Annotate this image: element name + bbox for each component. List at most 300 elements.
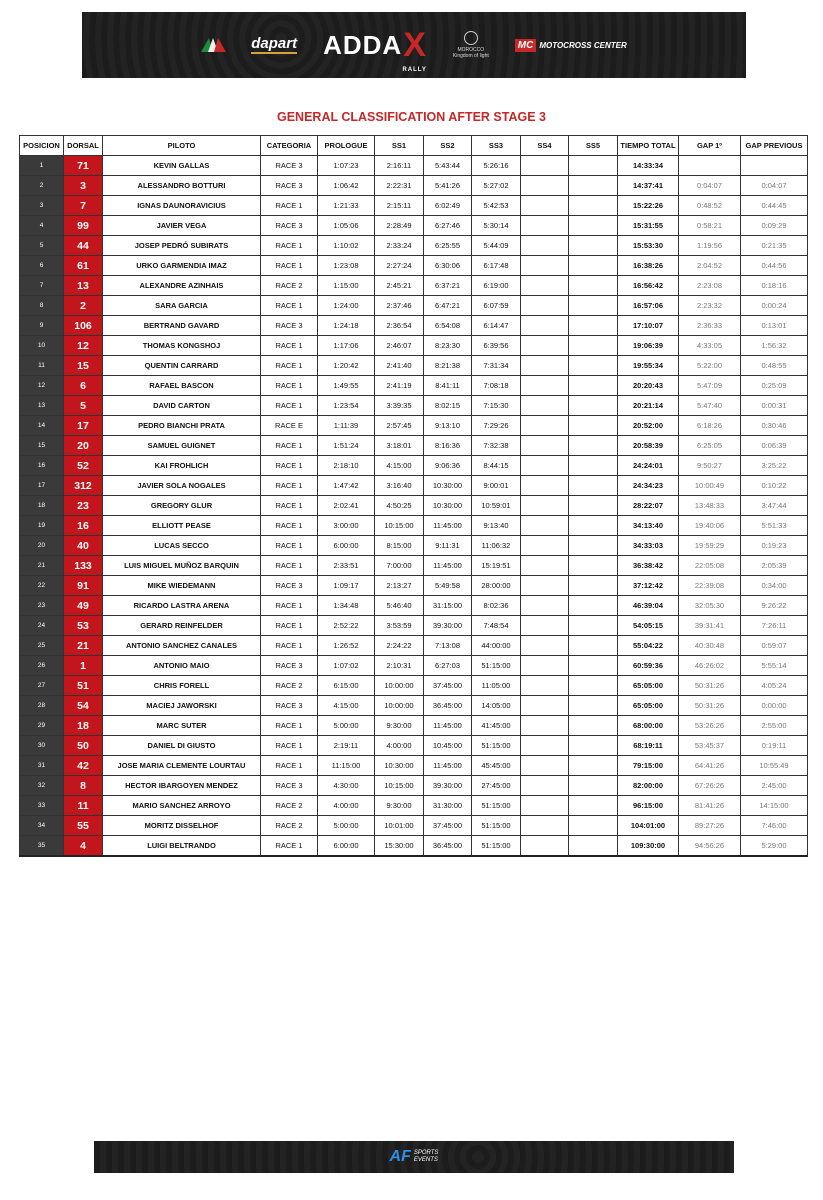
- cell-piloto: LUIGI BELTRANDO: [103, 836, 261, 857]
- cell-categoria: RACE 1: [261, 636, 318, 656]
- cell-dorsal: 51: [64, 676, 103, 696]
- cell-gap-previous: 9:26:22: [741, 596, 808, 616]
- cell-tiempo-total: 104:01:00: [618, 816, 679, 836]
- cell-categoria: RACE 2: [261, 796, 318, 816]
- cell-ss4: [521, 836, 569, 857]
- cell-ss2: 9:13:10: [424, 416, 472, 436]
- cell-ss2: 31:30:00: [424, 796, 472, 816]
- cell-categoria: RACE 1: [261, 356, 318, 376]
- cell-ss5: [569, 456, 618, 476]
- morocco-logo: MOROCCO Kingdom of light: [453, 31, 489, 59]
- cell-prologue: 1:23:54: [318, 396, 375, 416]
- cell-categoria: RACE 1: [261, 396, 318, 416]
- cell-ss1: 3:16:40: [375, 476, 424, 496]
- sports-events-logo: AF SPORTS EVENTS: [389, 1148, 439, 1165]
- cell-categoria: RACE 1: [261, 236, 318, 256]
- cell-gap-previous: 0:34:00: [741, 576, 808, 596]
- cell-ss4: [521, 676, 569, 696]
- cell-prologue: 4:30:00: [318, 776, 375, 796]
- cell-gap-previous: 0:59:07: [741, 636, 808, 656]
- cell-ss5: [569, 316, 618, 336]
- cell-categoria: RACE 1: [261, 516, 318, 536]
- cell-ss4: [521, 376, 569, 396]
- cell-ss3: 6:17:48: [472, 256, 521, 276]
- cell-ss2: 6:30:06: [424, 256, 472, 276]
- cell-posicion: 34: [20, 816, 64, 836]
- cell-piloto: JAVIER VEGA: [103, 216, 261, 236]
- cell-ss5: [569, 416, 618, 436]
- cell-gap-first: 0:04:07: [679, 176, 741, 196]
- classification-table: [19, 135, 808, 857]
- cell-ss4: [521, 596, 569, 616]
- cell-ss2: 6:54:08: [424, 316, 472, 336]
- cell-ss3: 51:15:00: [472, 736, 521, 756]
- cell-tiempo-total: 19:06:39: [618, 336, 679, 356]
- cell-ss4: [521, 536, 569, 556]
- cell-piloto: MACIEJ JAWORSKI: [103, 696, 261, 716]
- cell-tiempo-total: 20:52:00: [618, 416, 679, 436]
- cell-posicion: 4: [20, 216, 64, 236]
- cell-piloto: JOSEP PEDRÓ SUBIRATS: [103, 236, 261, 256]
- cell-gap-first: 5:47:09: [679, 376, 741, 396]
- cell-categoria: RACE 1: [261, 736, 318, 756]
- cell-posicion: 19: [20, 516, 64, 536]
- cell-gap-previous: 5:51:33: [741, 516, 808, 536]
- cell-dorsal: 1: [64, 656, 103, 676]
- cell-gap-first: 5:47:40: [679, 396, 741, 416]
- cell-ss2: 6:27:46: [424, 216, 472, 236]
- cell-ss1: 2:36:54: [375, 316, 424, 336]
- cell-gap-previous: 0:06:39: [741, 436, 808, 456]
- cell-prologue: 6:15:00: [318, 676, 375, 696]
- cell-ss4: [521, 636, 569, 656]
- cell-ss5: [569, 356, 618, 376]
- cell-prologue: 1:21:33: [318, 196, 375, 216]
- cell-gap-previous: 2:55:00: [741, 716, 808, 736]
- cell-dorsal: 61: [64, 256, 103, 276]
- cell-categoria: RACE 3: [261, 316, 318, 336]
- cell-gap-first: 50:31:26: [679, 676, 741, 696]
- cell-tiempo-total: 24:24:01: [618, 456, 679, 476]
- cell-ss3: 51:15:00: [472, 796, 521, 816]
- cell-piloto: MORITZ DISSELHOF: [103, 816, 261, 836]
- cell-dorsal: 55: [64, 816, 103, 836]
- cell-ss4: [521, 516, 569, 536]
- cell-ss2: 8:21:38: [424, 356, 472, 376]
- cell-ss3: 27:45:00: [472, 776, 521, 796]
- cell-piloto: DAVID CARTON: [103, 396, 261, 416]
- cell-dorsal: 7: [64, 196, 103, 216]
- cell-posicion: 35: [20, 836, 64, 857]
- cell-ss4: [521, 316, 569, 336]
- cell-piloto: JOSE MARIA CLEMENTE LOURTAU: [103, 756, 261, 776]
- cell-prologue: 1:10:02: [318, 236, 375, 256]
- cell-ss4: [521, 496, 569, 516]
- cell-dorsal: 8: [64, 776, 103, 796]
- column-header-ss4: SS4: [521, 136, 569, 156]
- cell-gap-previous: 7:46:00: [741, 816, 808, 836]
- cell-gap-first: 53:26:26: [679, 716, 741, 736]
- cell-ss5: [569, 196, 618, 216]
- cell-ss3: 11:05:00: [472, 676, 521, 696]
- table-body: [20, 156, 808, 857]
- cell-ss4: [521, 156, 569, 176]
- cell-ss1: 2:45:21: [375, 276, 424, 296]
- cell-piloto: RICARDO LASTRA ARENA: [103, 596, 261, 616]
- cell-ss2: 9:06:36: [424, 456, 472, 476]
- table-row: [20, 316, 808, 336]
- cell-ss3: 7:08:18: [472, 376, 521, 396]
- cell-categoria: RACE 1: [261, 336, 318, 356]
- cell-ss1: 10:01:00: [375, 816, 424, 836]
- cell-gap-first: 32:05:30: [679, 596, 741, 616]
- cell-gap-first: 0:58:21: [679, 216, 741, 236]
- cell-ss3: 5:44:09: [472, 236, 521, 256]
- cell-ss5: [569, 556, 618, 576]
- cell-piloto: SAMUEL GUIGNET: [103, 436, 261, 456]
- cell-tiempo-total: 15:53:30: [618, 236, 679, 256]
- cell-gap-previous: 5:29:00: [741, 836, 808, 857]
- cell-ss4: [521, 736, 569, 756]
- addax-rally-logo: ADDA X RALLY: [323, 25, 427, 73]
- cell-gap-first: 2:23:32: [679, 296, 741, 316]
- cell-dorsal: 23: [64, 496, 103, 516]
- cell-categoria: RACE 2: [261, 676, 318, 696]
- cell-prologue: 2:33:51: [318, 556, 375, 576]
- table-row: [20, 556, 808, 576]
- table-row: [20, 656, 808, 676]
- cell-ss1: 3:18:01: [375, 436, 424, 456]
- cell-piloto: LUIS MIGUEL MUÑOZ BARQUIN: [103, 556, 261, 576]
- cell-dorsal: 49: [64, 596, 103, 616]
- table-row: [20, 536, 808, 556]
- cell-dorsal: 15: [64, 356, 103, 376]
- cell-ss1: 7:00:00: [375, 556, 424, 576]
- cell-ss5: [569, 816, 618, 836]
- cell-ss4: [521, 816, 569, 836]
- cell-categoria: RACE 1: [261, 476, 318, 496]
- cell-posicion: 8: [20, 296, 64, 316]
- cell-ss1: 2:41:19: [375, 376, 424, 396]
- cell-dorsal: 3: [64, 176, 103, 196]
- cell-ss4: [521, 616, 569, 636]
- cell-posicion: 2: [20, 176, 64, 196]
- cell-ss1: 2:22:31: [375, 176, 424, 196]
- cell-ss1: 2:41:40: [375, 356, 424, 376]
- cell-ss1: 3:39:35: [375, 396, 424, 416]
- cell-categoria: RACE 1: [261, 716, 318, 736]
- cell-ss5: [569, 156, 618, 176]
- cell-piloto: KEVIN GALLAS: [103, 156, 261, 176]
- cell-posicion: 18: [20, 496, 64, 516]
- cell-ss3: 5:27:02: [472, 176, 521, 196]
- cell-tiempo-total: 34:33:03: [618, 536, 679, 556]
- cell-gap-first: 6:18:26: [679, 416, 741, 436]
- cell-piloto: MARC SUTER: [103, 716, 261, 736]
- column-header-ss5: SS5: [569, 136, 618, 156]
- cell-ss1: 4:15:00: [375, 456, 424, 476]
- column-header-gap-first: GAP 1º: [679, 136, 741, 156]
- column-header-dorsal: DORSAL: [64, 136, 103, 156]
- cell-ss2: 8:16:36: [424, 436, 472, 456]
- cell-tiempo-total: 16:56:42: [618, 276, 679, 296]
- cell-gap-first: 39:31:41: [679, 616, 741, 636]
- cell-gap-first: 1:19:56: [679, 236, 741, 256]
- cell-ss4: [521, 276, 569, 296]
- cell-tiempo-total: 109:30:00: [618, 836, 679, 857]
- cell-posicion: 17: [20, 476, 64, 496]
- cell-ss4: [521, 436, 569, 456]
- cell-posicion: 21: [20, 556, 64, 576]
- cell-piloto: ELLIOTT PEASE: [103, 516, 261, 536]
- cell-prologue: 1:05:06: [318, 216, 375, 236]
- cell-prologue: 1:34:48: [318, 596, 375, 616]
- cell-posicion: 11: [20, 356, 64, 376]
- cell-ss2: 37:45:00: [424, 676, 472, 696]
- cell-piloto: ALEXANDRE AZINHAIS: [103, 276, 261, 296]
- cell-tiempo-total: 16:38:26: [618, 256, 679, 276]
- cell-gap-previous: 3:25:22: [741, 456, 808, 476]
- column-header-posicion: POSICION: [20, 136, 64, 156]
- cell-ss3: 6:07:59: [472, 296, 521, 316]
- cell-ss4: [521, 556, 569, 576]
- cell-tiempo-total: 55:04:22: [618, 636, 679, 656]
- cell-ss4: [521, 756, 569, 776]
- cell-ss5: [569, 736, 618, 756]
- cell-gap-first: 40:30:48: [679, 636, 741, 656]
- cell-ss2: 5:49:58: [424, 576, 472, 596]
- cell-categoria: RACE 3: [261, 216, 318, 236]
- cell-gap-first: [679, 156, 741, 176]
- cell-categoria: RACE 3: [261, 156, 318, 176]
- cell-ss3: 6:14:47: [472, 316, 521, 336]
- cell-piloto: ANTONIO SANCHEZ CANALES: [103, 636, 261, 656]
- cell-dorsal: 13: [64, 276, 103, 296]
- table-row: [20, 796, 808, 816]
- table-row: [20, 236, 808, 256]
- cell-tiempo-total: 20:21:14: [618, 396, 679, 416]
- cell-tiempo-total: 24:34:23: [618, 476, 679, 496]
- cell-dorsal: 42: [64, 756, 103, 776]
- cell-ss2: 6:37:21: [424, 276, 472, 296]
- cell-ss5: [569, 336, 618, 356]
- cell-piloto: RAFAEL BASCON: [103, 376, 261, 396]
- cell-piloto: BERTRAND GAVARD: [103, 316, 261, 336]
- cell-gap-first: 94:56:26: [679, 836, 741, 857]
- table-row: [20, 776, 808, 796]
- cell-dorsal: 18: [64, 716, 103, 736]
- cell-ss1: 9:30:00: [375, 716, 424, 736]
- cell-gap-first: 22:05:08: [679, 556, 741, 576]
- cell-ss1: 4:00:00: [375, 736, 424, 756]
- cell-tiempo-total: 34:13:40: [618, 516, 679, 536]
- cell-gap-previous: 7:26:11: [741, 616, 808, 636]
- cell-ss4: [521, 696, 569, 716]
- table-row: [20, 676, 808, 696]
- cell-ss1: 10:00:00: [375, 676, 424, 696]
- cell-gap-first: 5:22:00: [679, 356, 741, 376]
- cell-ss3: 8:44:15: [472, 456, 521, 476]
- cell-categoria: RACE 3: [261, 176, 318, 196]
- cell-piloto: HECTOR IBARGOYEN MENDEZ: [103, 776, 261, 796]
- table-row: [20, 276, 808, 296]
- table-row: [20, 356, 808, 376]
- cell-gap-previous: 0:10:22: [741, 476, 808, 496]
- cell-ss2: 10:45:00: [424, 736, 472, 756]
- cell-posicion: 7: [20, 276, 64, 296]
- cell-tiempo-total: 14:37:41: [618, 176, 679, 196]
- cell-ss1: 10:15:00: [375, 776, 424, 796]
- cell-dorsal: 21: [64, 636, 103, 656]
- cell-tiempo-total: 16:57:06: [618, 296, 679, 316]
- cell-ss3: 44:00:00: [472, 636, 521, 656]
- cell-ss3: 45:45:00: [472, 756, 521, 776]
- cell-tiempo-total: 65:05:00: [618, 696, 679, 716]
- cell-tiempo-total: 68:19:11: [618, 736, 679, 756]
- cell-gap-first: 19:40:06: [679, 516, 741, 536]
- cell-posicion: 25: [20, 636, 64, 656]
- table-row: [20, 416, 808, 436]
- cell-gap-previous: 10:55:49: [741, 756, 808, 776]
- cell-ss3: 9:13:40: [472, 516, 521, 536]
- table-row: [20, 296, 808, 316]
- cell-tiempo-total: 68:00:00: [618, 716, 679, 736]
- cell-categoria: RACE 3: [261, 696, 318, 716]
- table-row: [20, 696, 808, 716]
- cell-ss5: [569, 236, 618, 256]
- cell-prologue: 11:15:00: [318, 756, 375, 776]
- table-header-row: [20, 136, 808, 156]
- cell-prologue: 2:19:11: [318, 736, 375, 756]
- cell-gap-previous: 3:47:44: [741, 496, 808, 516]
- cell-dorsal: 106: [64, 316, 103, 336]
- cell-gap-first: 2:04:52: [679, 256, 741, 276]
- cell-ss4: [521, 296, 569, 316]
- cell-posicion: 23: [20, 596, 64, 616]
- cell-ss1: 9:30:00: [375, 796, 424, 816]
- cell-ss3: 5:30:14: [472, 216, 521, 236]
- cell-ss5: [569, 516, 618, 536]
- cell-ss5: [569, 496, 618, 516]
- cell-prologue: 1:26:52: [318, 636, 375, 656]
- cell-tiempo-total: 15:31:55: [618, 216, 679, 236]
- cell-ss2: 11:45:00: [424, 516, 472, 536]
- cell-prologue: 1:24:00: [318, 296, 375, 316]
- cell-posicion: 9: [20, 316, 64, 336]
- cell-ss4: [521, 356, 569, 376]
- cell-posicion: 24: [20, 616, 64, 636]
- cell-ss4: [521, 776, 569, 796]
- cell-posicion: 6: [20, 256, 64, 276]
- cell-ss4: [521, 336, 569, 356]
- cell-ss1: 2:13:27: [375, 576, 424, 596]
- cell-posicion: 30: [20, 736, 64, 756]
- cell-gap-previous: 0:00:31: [741, 396, 808, 416]
- cell-gap-first: 81:41:26: [679, 796, 741, 816]
- cell-ss4: [521, 256, 569, 276]
- cell-piloto: QUENTIN CARRARD: [103, 356, 261, 376]
- cell-ss4: [521, 456, 569, 476]
- cell-posicion: 15: [20, 436, 64, 456]
- motocross-center-logo: MC MOTOCROSS CENTER: [515, 39, 627, 52]
- cell-ss5: [569, 836, 618, 857]
- cell-ss2: 7:13:08: [424, 636, 472, 656]
- cell-prologue: 1:20:42: [318, 356, 375, 376]
- cell-tiempo-total: 79:15:00: [618, 756, 679, 776]
- cell-posicion: 3: [20, 196, 64, 216]
- cell-gap-previous: 0:00:00: [741, 696, 808, 716]
- cell-gap-first: 46:26:02: [679, 656, 741, 676]
- cell-gap-previous: 14:15:00: [741, 796, 808, 816]
- footer-banner: [94, 1141, 734, 1173]
- column-header-tiempo-total: TIEMPO TOTAL: [618, 136, 679, 156]
- cell-ss5: [569, 756, 618, 776]
- cell-piloto: SARA GARCIA: [103, 296, 261, 316]
- cell-categoria: RACE 1: [261, 616, 318, 636]
- cell-piloto: LUCAS SECCO: [103, 536, 261, 556]
- cell-ss5: [569, 396, 618, 416]
- cell-prologue: 1:15:00: [318, 276, 375, 296]
- cell-prologue: 4:15:00: [318, 696, 375, 716]
- cell-gap-previous: 0:18:16: [741, 276, 808, 296]
- cell-dorsal: 5: [64, 396, 103, 416]
- cell-gap-first: 13:48:33: [679, 496, 741, 516]
- column-header-prologue: PROLOGUE: [318, 136, 375, 156]
- cell-dorsal: 4: [64, 836, 103, 857]
- cell-tiempo-total: 96:15:00: [618, 796, 679, 816]
- cell-prologue: 1:17:06: [318, 336, 375, 356]
- cell-gap-previous: 0:09:29: [741, 216, 808, 236]
- cell-tiempo-total: 20:58:39: [618, 436, 679, 456]
- cell-tiempo-total: 36:38:42: [618, 556, 679, 576]
- cell-posicion: 28: [20, 696, 64, 716]
- cell-gap-previous: 2:05:39: [741, 556, 808, 576]
- cell-ss3: 51:15:00: [472, 656, 521, 676]
- cell-ss1: 2:15:11: [375, 196, 424, 216]
- cell-ss1: 2:33:24: [375, 236, 424, 256]
- cell-gap-previous: 0:00:24: [741, 296, 808, 316]
- cell-dorsal: 312: [64, 476, 103, 496]
- cell-ss2: 6:02:49: [424, 196, 472, 216]
- table-row: [20, 596, 808, 616]
- cell-dorsal: 133: [64, 556, 103, 576]
- cell-gap-previous: 0:44:45: [741, 196, 808, 216]
- cell-ss2: 6:25:55: [424, 236, 472, 256]
- cell-gap-first: 9:50:27: [679, 456, 741, 476]
- cell-prologue: 1:47:42: [318, 476, 375, 496]
- cell-categoria: RACE E: [261, 416, 318, 436]
- cell-posicion: 10: [20, 336, 64, 356]
- cell-gap-previous: 0:44:56: [741, 256, 808, 276]
- cell-ss4: [521, 476, 569, 496]
- cell-ss5: [569, 216, 618, 236]
- cell-dorsal: 50: [64, 736, 103, 756]
- cell-gap-previous: 0:48:55: [741, 356, 808, 376]
- cell-tiempo-total: 14:33:34: [618, 156, 679, 176]
- cell-ss1: 8:15:00: [375, 536, 424, 556]
- cell-piloto: MARIO SANCHEZ ARROYO: [103, 796, 261, 816]
- cell-tiempo-total: 37:12:42: [618, 576, 679, 596]
- cell-prologue: 1:07:23: [318, 156, 375, 176]
- cell-dorsal: 2: [64, 296, 103, 316]
- cell-prologue: 1:49:55: [318, 376, 375, 396]
- cell-ss4: [521, 576, 569, 596]
- cell-gap-previous: 2:45:00: [741, 776, 808, 796]
- cell-piloto: ALESSANDRO BOTTURI: [103, 176, 261, 196]
- cell-ss5: [569, 176, 618, 196]
- column-header-categoria: CATEGORIA: [261, 136, 318, 156]
- cell-prologue: 3:00:00: [318, 516, 375, 536]
